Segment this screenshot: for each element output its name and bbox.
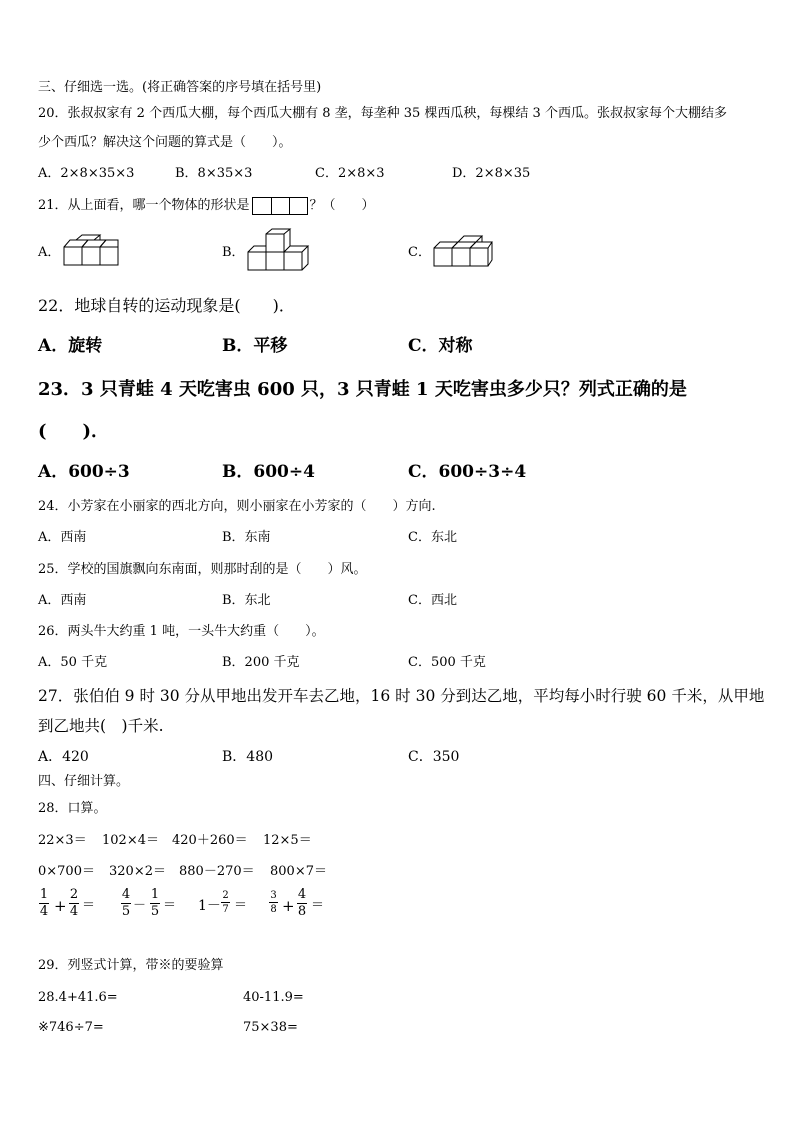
q20-option-a[interactable]: A．2×8×35×3: [38, 166, 135, 181]
q22-option-b[interactable]: B．平移: [222, 336, 288, 356]
q21-figure-b: [244, 228, 310, 272]
q29-item: 28.4+41.6=: [38, 990, 118, 1005]
q20-stem-line2: 少个西瓜？解决这个问题的算式是（ ）。: [38, 135, 292, 150]
operator: －: [133, 898, 147, 913]
q24-option-c[interactable]: C．东北: [408, 530, 457, 545]
q21-stem: [38, 196, 375, 216]
q28-item: 0×700＝: [38, 864, 95, 879]
q28-item: 880－270＝: [179, 864, 255, 879]
q28-item: 102×4＝: [102, 833, 159, 848]
top-view-figure: [252, 197, 308, 215]
q21-option-b[interactable]: B．: [222, 245, 245, 260]
fraction: 4 8: [297, 887, 307, 919]
q21-figure-a: [62, 234, 124, 268]
equals: ＝: [311, 898, 325, 913]
q26-option-c[interactable]: C．500 千克: [408, 655, 486, 670]
q23-stem-line2: ( )．: [38, 421, 110, 442]
q21-stem-after: ？（ ）: [309, 198, 375, 213]
section-4-title: 四、仔细计算。: [38, 774, 130, 789]
q29-title: 29．列竖式计算，带※的要验算: [38, 958, 224, 973]
q27-option-b[interactable]: B．480: [222, 749, 274, 765]
q21-figure-c: [430, 234, 494, 270]
fraction: 2 4: [69, 887, 79, 919]
q26-stem: 26．两头牛大约重 1 吨，一头牛大约重（ ）。: [38, 624, 325, 639]
q25-option-a[interactable]: A．西南: [38, 593, 87, 608]
q22-stem: 22．地球自转的运动现象是( )．: [38, 296, 295, 315]
q23-stem-line1: 23．3 只青蛙 4 天吃害虫 600 只，3 只青蛙 1 天吃害虫多少只？列式正确的是: [38, 379, 687, 400]
q28-item: 420＋260＝: [172, 833, 248, 848]
q21-option-c[interactable]: C．: [408, 245, 431, 260]
q20-option-b[interactable]: B．8×35×3: [175, 166, 253, 181]
q24-stem: 24．小芳家在小丽家的西北方向，则小丽家在小芳家的（ ）方向.: [38, 499, 436, 514]
q26-option-a[interactable]: A．50 千克: [38, 655, 108, 670]
equals: ＝: [234, 898, 248, 913]
q22-option-a[interactable]: A．旋转: [38, 336, 103, 356]
fraction: 3 8: [270, 890, 277, 915]
q21-option-a[interactable]: A．: [38, 245, 61, 260]
q28-item: 22×3＝: [38, 833, 87, 848]
q26-option-b[interactable]: B．200 千克: [222, 655, 300, 670]
whole-minus: 1－: [198, 898, 221, 914]
q20-option-d[interactable]: D．2×8×35: [452, 166, 531, 181]
operator: +: [54, 897, 67, 915]
q27-stem-line2: 到乙地共( )千米.: [38, 717, 164, 735]
equals: ＝: [163, 898, 177, 913]
section-3-title: 三、仔细选一选。(将正确答案的序号填在括号里): [38, 80, 322, 95]
q29-item: 75×38=: [243, 1020, 298, 1035]
q23-option-c[interactable]: C．600÷3÷4: [408, 462, 527, 482]
fraction: 2 7: [222, 890, 229, 915]
q29-item: 40-11.9=: [243, 990, 304, 1005]
q27-option-a[interactable]: A．420: [38, 749, 89, 765]
q25-stem: 25．学校的国旗飘向东南面，则那时刮的是（ ）风。: [38, 562, 367, 577]
q24-option-b[interactable]: B．东南: [222, 530, 271, 545]
q20-option-c[interactable]: C．2×8×3: [315, 166, 385, 181]
q25-option-c[interactable]: C．西北: [408, 593, 457, 608]
q28-item: 320×2＝: [109, 864, 166, 879]
q28-title: 28．口算。: [38, 801, 107, 816]
q22-option-c[interactable]: C．对称: [408, 336, 473, 356]
fraction: 4 5: [121, 887, 131, 919]
equals: ＝: [82, 898, 96, 913]
q27-option-c[interactable]: C．350: [408, 749, 460, 765]
q25-option-b[interactable]: B．东北: [222, 593, 271, 608]
fraction: 1 5: [150, 887, 160, 919]
q21-stem-before: 21．从上面看，哪一个物体的形状是: [38, 198, 250, 213]
q27-stem-line1: 27．张伯伯 9 时 30 分从甲地出发开车去乙地，16 时 30 分到达乙地，平均每小时行驶 60 千米，从甲地: [38, 687, 765, 705]
operator: +: [282, 897, 295, 915]
q24-option-a[interactable]: A．西南: [38, 530, 87, 545]
fraction: 1 4: [39, 887, 49, 919]
q28-item: 12×5＝: [263, 833, 312, 848]
q29-item: ※746÷7=: [38, 1020, 104, 1035]
q23-option-a[interactable]: A．600÷3: [38, 462, 130, 482]
q23-option-b[interactable]: B．600÷4: [222, 462, 315, 482]
q28-item: 800×7＝: [270, 864, 327, 879]
q20-stem-line1: 20．张叔叔家有 2 个西瓜大棚，每个西瓜大棚有 8 垄，每垄种 35 棵西瓜秧，每棵结 3 个西瓜。张叔叔家每个大棚结多: [38, 106, 727, 121]
